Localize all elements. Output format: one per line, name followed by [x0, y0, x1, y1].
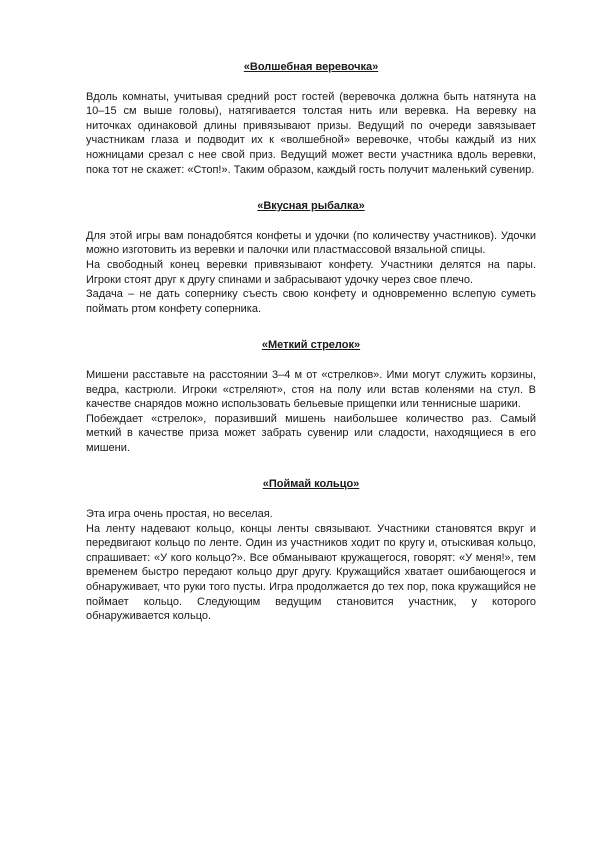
section-poymay-koltso	[86, 477, 536, 623]
paragraph: На свободный конец веревки привязывают конфету. Участники делятся на пары. Игроки стоят друг к другу спинами и забрасывают удочку через свое плечо.	[86, 258, 536, 286]
section-title: «Меткий стрелок»	[261, 339, 361, 352]
section-body	[86, 229, 536, 317]
paragraph: Мишени расставьте на расстоянии 3–4 м от «стрелков». Ими могут служить корзины, ведра, кастрюли. Игроки «стреляют», стоя на полу или встав коленями на стул. В качестве снарядов можно использовать бельевые прищепки или теннисные шарики.	[86, 368, 536, 411]
paragraph: Задача – не дать сопернику съесть свою конфету и одновременно вслепую суметь поймать ртом конфету соперника.	[86, 288, 536, 315]
document-content	[86, 60, 536, 624]
section-body	[86, 368, 536, 456]
section-vkusnaya-rybalka	[86, 199, 536, 316]
section-title: «Поймай кольцо»	[262, 478, 360, 491]
paragraph: Побеждает «стрелок», поразивший мишень наибольшее количество раз. Самый меткий в качестве приза может забрать сувенир или сладости, находящиеся в его мишени.	[86, 412, 536, 454]
section-metkiy-strelok	[86, 338, 536, 455]
section-body	[86, 90, 536, 178]
section-title: «Волшебная веревочка»	[243, 61, 379, 73]
section-body	[86, 507, 536, 624]
section-title: «Вкусная рыбалка»	[257, 200, 365, 213]
paragraph: На ленту надевают кольцо, концы ленты связывают. Участники становятся вкруг и передвигают кольцо по ленте. Один из участников ходит по кругу и, отыскивая кольцо, спрашивает: «У кого кольцо?». Все обманывают кружащегося, говорят: «У меня!», тем временем быстро передают кольцо друг другу. Кружащийся хватает ошибающегося и обнаруживает, что руки того пусты. Игра продолжается до тех пор, пока кружащийся не поймает кольцо. Следующим ведущим становится участник, у которого обнаруживается кольцо.	[86, 522, 536, 623]
section-volshebnaya-verevochka	[86, 60, 536, 177]
paragraph: Для этой игры вам понадобятся конфеты и удочки (по количеству участников). Удочки можно изготовить из веревки и палочки или пластмассовой вязальной спицы.	[86, 229, 536, 257]
paragraph: Эта игра очень простая, но веселая.	[86, 508, 273, 521]
paragraph: Вдоль комнаты, учитывая средний рост гостей (веревочка должна быть натянута на 10–15 см выше головы), натягивается толстая нить или веревка. На веревку на ниточках одинаковой длины привязывают призы. Ведущий по очереди завязывает участникам глаза и подводит их к «волшебной» веревочке, чтобы каждый из них ножницами срезал с нее свой приз. Ведущий может вести участника вдоль веревки, пока тот не скажет: «Стоп!». Таким образом, каждый гость получит маленький сувенир.	[86, 90, 536, 176]
